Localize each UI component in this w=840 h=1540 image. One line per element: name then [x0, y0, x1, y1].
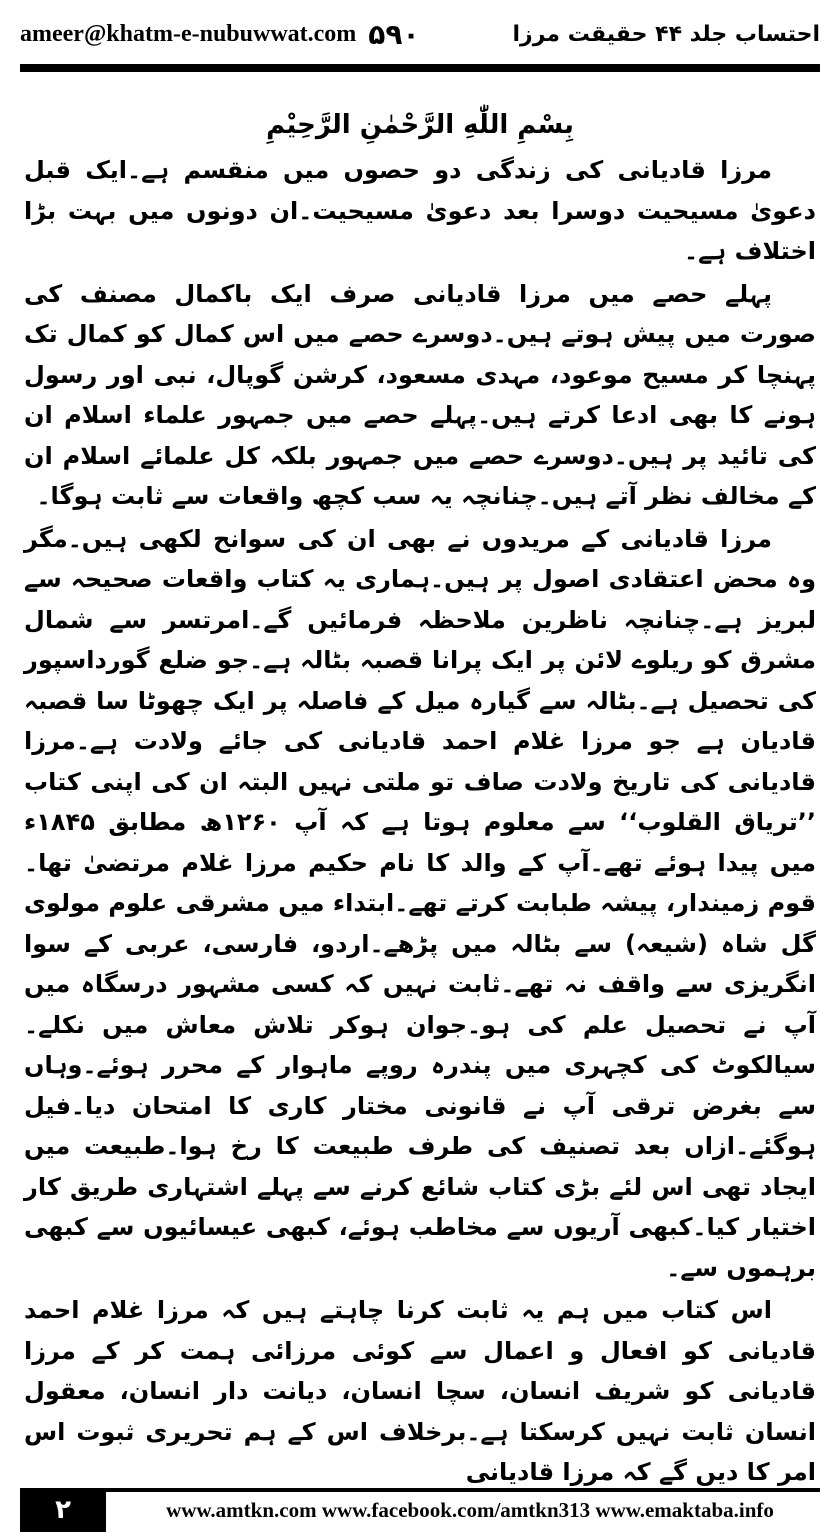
- body-text: [24, 150, 816, 1493]
- footer-page-number: ۲: [20, 1488, 106, 1532]
- paragraph: مرزا قادیانی کے مریدوں نے بھی ان کی سوانح لکھی ہیں۔مگر وہ محض اعتقادی اصول پر ہیں۔ہماری یہ کتاب واقعات صحیحہ سے لبریز ہے۔چنانچہ ناظرین ملاحظہ فرمائیں گے۔امرتسر سے شمال مشرق کو ریلوے لائن پر ایک پرانا قصبہ بٹالہ ہے۔جو ضلع گورداسپور کی تحصیل ہے۔بٹالہ سے گیارہ میل کے فاصلہ پر ایک چھوٹا سا قصبہ قادیان ہے جو مرزا غلام احمد قادیانی کی جائے ولادت ہے۔مرزا قادیانی کی تاریخ ولادت صاف تو ملتی نہیں البتہ ان کی اپنی کتاب ’’تریاق القلوب‘‘ سے معلوم ہوتا ہے کہ آپ ۱۲۶۰ھ مطابق ۱۸۴۵ء میں پیدا ہوئے تھے۔آپ کے والد کا نام حکیم مرزا غلام مرتضیٰ تھا۔قوم زمیندار، پیشہ طبابت کرتے تھے۔ابتداء میں مشرقی علوم مولوی گل شاہ (شیعہ) سے بٹالہ میں پڑھے۔اردو، فارسی، عربی کے سوا انگریزی سے واقف نہ تھے۔ثابت نہیں کہ کسی مشہور درسگاہ میں آپ نے تحصیل علم کی ہو۔جوان ہوکر تلاش معاش میں نکلے۔سیالکوٹ کی کچہری میں پندرہ روپے ماہوار کے محرر ہوئے۔وہاں سے بغرض ترقی آپ نے قانونی مختار کاری کا امتحان دیا۔فیل ہوگئے۔ازاں بعد تصنیف کی طرف طبیعت کا رخ ہوا۔طبیعت میں ایجاد تھی اس لئے بڑی کتاب شائع کرنے سے پہلے اشتہاری طریق کار اختیار کیا۔کبھی آریوں سے مخاطب ہوئے، کبھی عیسائیوں سے کبھی برہموں سے۔: [24, 524, 816, 1282]
- paragraph: اس کتاب میں ہم یہ ثابت کرنا چاہتے ہیں کہ مرزا غلام احمد قادیانی کو افعال و اعمال سے کوئی مرزائی ہمت کر کے مرزا قادیانی کو شریف انسان، سچا انسان، دیانت دار انسان، معقول انسان ثابت نہیں کرسکتا ہے۔برخلاف اس کے ہم تحریری ثبوت اس امر کا دیں گے کہ مرزا قادیانی: [24, 1296, 816, 1486]
- page-footer: [20, 1488, 820, 1532]
- header-rule: [20, 64, 820, 72]
- bismillah: بِسْمِ اللّٰهِ الرَّحْمٰنِ الرَّحِیْمِ: [266, 110, 574, 140]
- page-header: [20, 14, 820, 54]
- paragraph: پہلے حصے میں مرزا قادیانی صرف ایک باکمال مصنف کی صورت میں پیش ہوتے ہیں۔دوسرے حصے میں اس کمال کو کمال تک پہنچا کر مسیح موعود، مہدی مسعود، کرشن گوپال، نبی اور رسول ہونے کا بھی ادعا کرتے ہیں۔پہلے حصے میں جمہور علماء اسلام ان کی تائید پر ہیں۔دوسرے حصے میں جمہور بلکہ کل علمائے اسلام ان کے مخالف نظر آتے ہیں۔چنانچہ یہ سب کچھ واقعات سے ثابت ہوگا۔: [24, 279, 816, 510]
- header-book-title: احتساب جلد ۴۴ حقیقت مرزا: [512, 21, 820, 47]
- header-left: [20, 18, 420, 51]
- footer-rule: [20, 1488, 820, 1492]
- header-email: ameer@khatm-e-nubuwwat.com: [20, 20, 357, 47]
- footer-links: www.amtkn.com www.facebook.com/amtkn313 www.emaktaba.info: [166, 1498, 774, 1522]
- paragraph: مرزا قادیانی کی زندگی دو حصوں میں منقسم ہے۔ایک قبل دعویٰ مسیحیت دوسرا بعد دعویٰ مسیحیت۔ان دونوں میں بہت بڑا اختلاف ہے۔: [24, 156, 816, 265]
- header-page-number: ۵۹۰: [368, 17, 420, 51]
